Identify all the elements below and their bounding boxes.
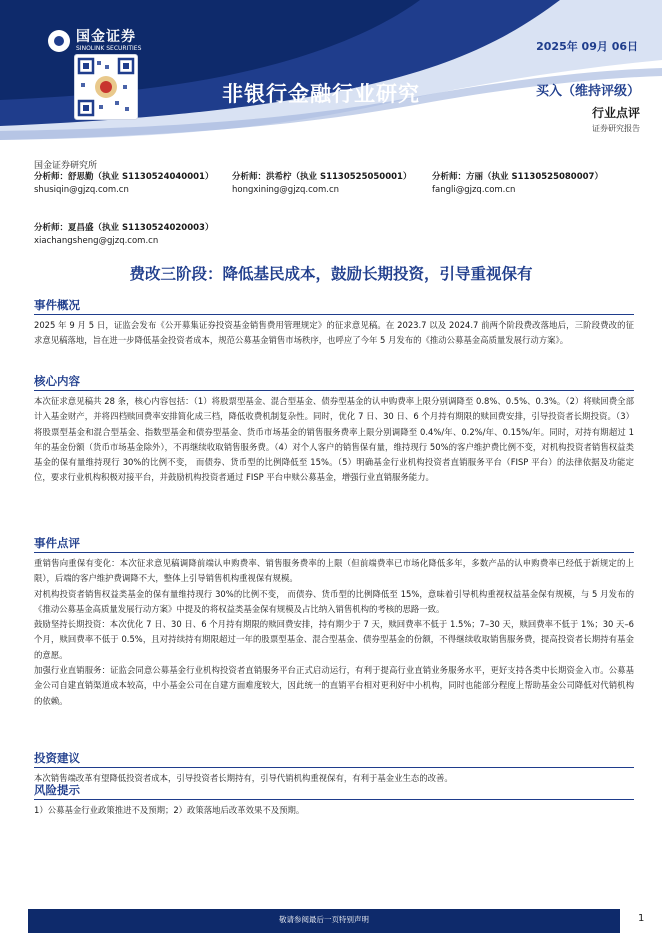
report-type: 行业点评 <box>591 106 640 120</box>
analyst-email: shusiqin@gjzq.com.cn <box>34 185 129 195</box>
analyst-email: fangli@gjzq.com.cn <box>432 185 516 195</box>
analyst-block <box>34 222 213 248</box>
analyst-email: xiachangsheng@gjzq.com.cn <box>34 236 159 246</box>
section-event-comment <box>34 535 634 709</box>
analyst-name: 分析师：洪希柠（执业 S1130525050001） <box>232 172 412 182</box>
section-paragraph: 对机构投资者销售权益类基金的保有量维持现行 30%的比例不变， 而债券、货币型的比例降低至 15%，意味着引导机构重视权益基金保有规模，与 5 月发布的《推动公募基金高质量发展行动方案》中提及的将权益类基金保有规模及占比纳入销售机构的考核的思路一致。 <box>34 588 634 614</box>
section-text: 2025 年 9 月 5 日，证监会发布《公开募集证券投资基金销售费用管理规定》的征求意见稿。在 2023.7 以及 2024.7 前两个阶段费改落地后，三阶段费改的征求意见稿落地，旨在进一步降低基金投资者成本，规范公募基金销售市场秩序，也呼应了今年 5 月发布的《推动公募基金高质量发展行动方案》。 <box>34 320 634 346</box>
section-heading: 事件概况 <box>34 297 634 315</box>
logo-name-en: SINOLINK SECURITIES <box>76 45 142 52</box>
section-text: 本次销售端改革有望降低投资者成本，引导投资者长期持有，引导代销机构重视保有，有利于基金业生态的改善。 <box>34 773 453 783</box>
analyst-name: 分析师：夏昌盛（执业 S1130524020003） <box>34 223 214 233</box>
footer-disclaimer: 敬请参阅最后一页特别声明 <box>279 915 369 924</box>
logo-name-cn: 国金证券 <box>76 29 136 45</box>
section-text: 本次征求意见稿共 28 条，核心内容包括：（1）将股票型基金、混合型基金、债券型基金的认申购费率上限分别调降至 0.8%、0.5%、0.3%。（2）将赎回费全部计入基金财产，并将四档赎回费率安排简化成三档，降低收费机制复杂性。同时，优化 7 日、30 日、6 个月持有期限的赎回费安排，引导投资者长期投资。（3）将股票型基金和混合型基金、指数型基金和债券型基金、货币市场基金的销售服务费率上限分别调降至 0.4%/年、0.2%/年、0.15%/年。同时，对持有期超过 1 年的基金份额（货币市场基金除外），不再继续收取销售服务费。（4）对个人客户的销售保有量，维持现行 50%的客户维护费比例不变，对机构投资者销售权益类基金的保有量维持现行 30%的比例不变， 而债券、货币型的比例降低至 15%。（5）明确基金行业机构投资者直销服务平台（FISP 平台）的法律依据及功能定位，要求行业机构积极对接平台，并鼓励机构投资者通过 FISP 平台申赎公募基金，增强行业直销服务能力。 <box>34 396 634 483</box>
section-heading: 事件点评 <box>34 535 634 553</box>
analyst-email: hongxining@gjzq.com.cn <box>232 185 340 195</box>
report-date: 2025年 09月 06日 <box>536 40 638 53</box>
logo-mark-icon <box>48 30 70 52</box>
article-title: 费改三阶段：降低基民成本，鼓励长期投资，引导重视保有 <box>129 265 533 283</box>
analyst-block <box>232 171 411 197</box>
section-heading: 核心内容 <box>34 373 634 391</box>
section-text: 1）公募基金行业政策推进不及预期；2）政策落地后改革效果不及预期。 <box>34 805 305 815</box>
analyst-name: 分析师：舒思勤（执业 S1130524040001） <box>34 172 214 182</box>
section-heading: 投资建议 <box>34 750 634 768</box>
section-risk <box>34 782 634 818</box>
section-paragraph: 重销售向重保有变化：本次征求意见稿调降前端认申购费率、销售服务费率的上限（但前端费率已市场化降低多年，多数产品的认申购费率已经低于新规定的上限），后端的客户维护费调降不大，整体上引导销售机构重视保有规模。 <box>34 558 634 584</box>
page-number: 1 <box>638 913 645 924</box>
qr-code <box>74 54 138 120</box>
section-core-content <box>34 373 634 486</box>
company-logo <box>48 30 141 52</box>
section-paragraph: 鼓励坚持长期投资：本次优化 7 日、30 日、6 个月持有期限的赎回费安排，持有期少于 7 天，赎回费率不低于 1.5%；7–30 天，赎回费率不低于 1%；30 天–6 个月，赎回费率不低于 0.5%，且对持续持有期限超过一年的股票型基金、混合型基金、债券型基金的份额，不得继续收取销售服务费，提高投资者长期持有基金的意愿。 <box>34 619 634 660</box>
research-institute: 国金证券研究所 <box>34 161 98 171</box>
section-investment-advice <box>34 750 634 786</box>
section-paragraph: 加强行业直销服务：证监会同意公募基金行业机构投资者直销服务平台正式启动运行，有利于提高行业直销业务服务水平，更好支持各类中长期资金入市。公募基金公司自建直销渠道成本较高，中小基金公司在自建方面难度较大，因此统一的直销平台相对更利好中小机构，同时也能部分程度上帮助基金公司降低对代销机构的依赖。 <box>34 665 634 706</box>
report-category: 证券研究报告 <box>592 124 640 133</box>
section-heading: 风险提示 <box>34 782 634 800</box>
report-title: 非银行金融行业研究 <box>222 82 420 106</box>
analyst-name: 分析师：方丽（执业 S1130525080007） <box>432 172 603 182</box>
qr-code-icon <box>75 55 137 119</box>
section-overview <box>34 297 634 349</box>
analyst-block <box>432 171 603 197</box>
investment-rating: 买入（维持评级） <box>535 84 640 99</box>
header-band <box>0 0 662 145</box>
analyst-block <box>34 171 213 197</box>
